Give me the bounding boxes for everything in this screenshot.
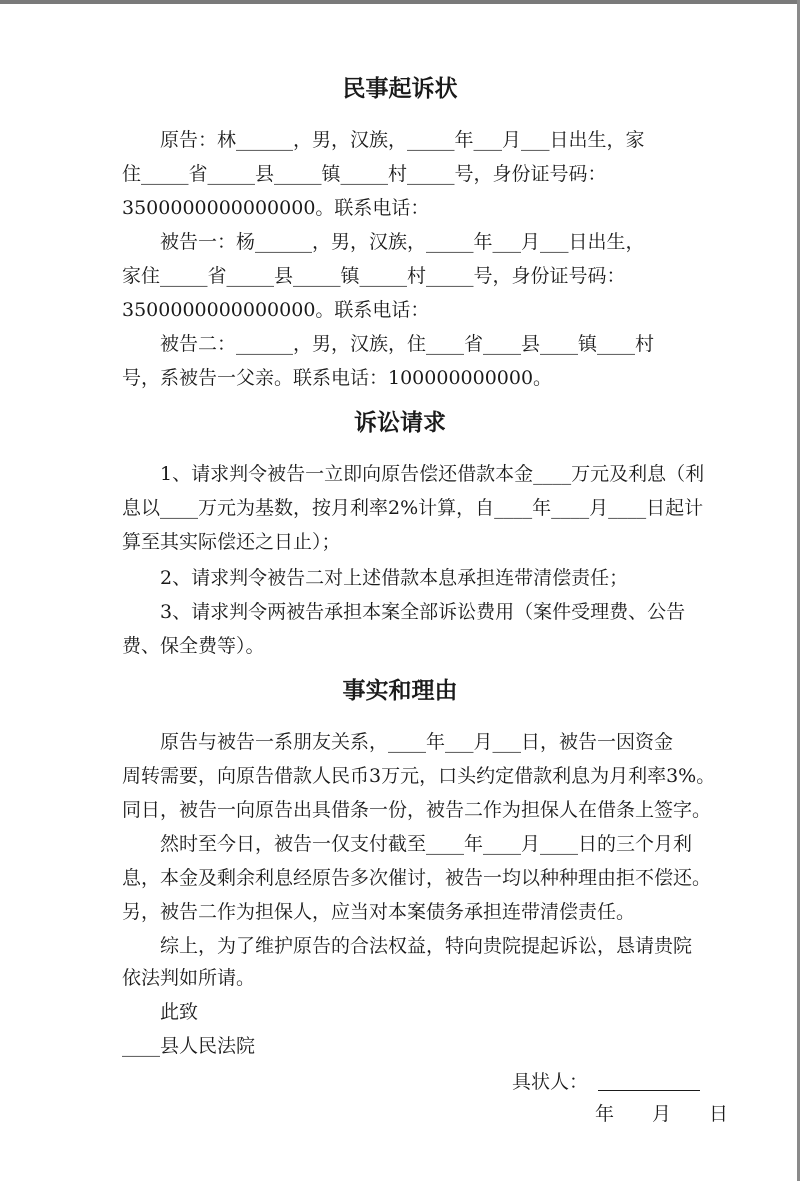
signature-label: 具状人： bbox=[512, 1071, 589, 1093]
court-name: ____县人民法院 bbox=[122, 1035, 256, 1057]
signature-blank bbox=[598, 1090, 700, 1091]
party-line: 家住_____省_____县_____镇_____村_____号，身份证号码： bbox=[122, 265, 626, 287]
facts-line: 原告与被告一系朋友关系，____年___月___日，被告一因资金 bbox=[122, 731, 674, 753]
facts-line: 依法判如所请。 bbox=[122, 967, 256, 989]
facts-line: 周转需要，向原告借款人民币3万元，口头约定借款利息为月利率3%。 bbox=[122, 765, 716, 787]
facts-line: 综上，为了维护原告的合法权益，特向贵院提起诉讼，恳请贵院 bbox=[122, 935, 693, 957]
claim-line: 算至其实际偿还之日止）； bbox=[122, 531, 341, 553]
claim-line: 费、保全费等）。 bbox=[122, 635, 265, 657]
facts-line: 同日，被告一向原告出具借条一份，被告二作为担保人在借条上签字。 bbox=[122, 799, 712, 821]
document-title: 民事起诉状 bbox=[342, 75, 458, 102]
facts-line: 然时至今日，被告一仅支付截至____年____月____日的三个月利 bbox=[122, 833, 693, 855]
party-line: 号，系被告一父亲。联系电话：100000000000。 bbox=[122, 367, 553, 389]
party-line: 被告二：______，男，汉族，住____省____县____镇____村 bbox=[122, 333, 655, 355]
claim-line: 2、请求判令被告二对上述借款本息承担连带清偿责任； bbox=[122, 567, 629, 589]
claim-line: 息以____万元为基数，按月利率2%计算，自____年____月____日起计 bbox=[122, 497, 704, 519]
facts-line: 息，本金及剩余利息经原告多次催讨，被告一均以种种理由拒不偿还。 bbox=[122, 867, 712, 889]
claim-line: 3、请求判令两被告承担本案全部诉讼费用（案件受理费、公告 bbox=[122, 601, 686, 623]
party-line: 3500000000000000。联系电话： bbox=[122, 197, 430, 219]
party-line: 3500000000000000。联系电话： bbox=[122, 299, 430, 321]
party-line: 被告一：杨______，男，汉族，_____年___月___日出生， bbox=[122, 231, 645, 253]
claims-heading: 诉讼请求 bbox=[354, 409, 446, 436]
facts-line: 另，被告二作为担保人，应当对本案债务承担连带清偿责任。 bbox=[122, 901, 636, 923]
claim-line: 1、请求判令被告一立即向原告偿还借款本金____万元及利息（利 bbox=[122, 463, 705, 485]
date-line: 年 月 日 bbox=[595, 1103, 729, 1125]
party-line: 原告：林______，男，汉族，_____年___月___日出生，家 bbox=[122, 129, 645, 151]
closing-salutation: 此致 bbox=[122, 1001, 199, 1023]
party-line: 住_____省_____县_____镇_____村_____号，身份证号码： bbox=[122, 163, 607, 185]
facts-heading: 事实和理由 bbox=[342, 677, 458, 704]
